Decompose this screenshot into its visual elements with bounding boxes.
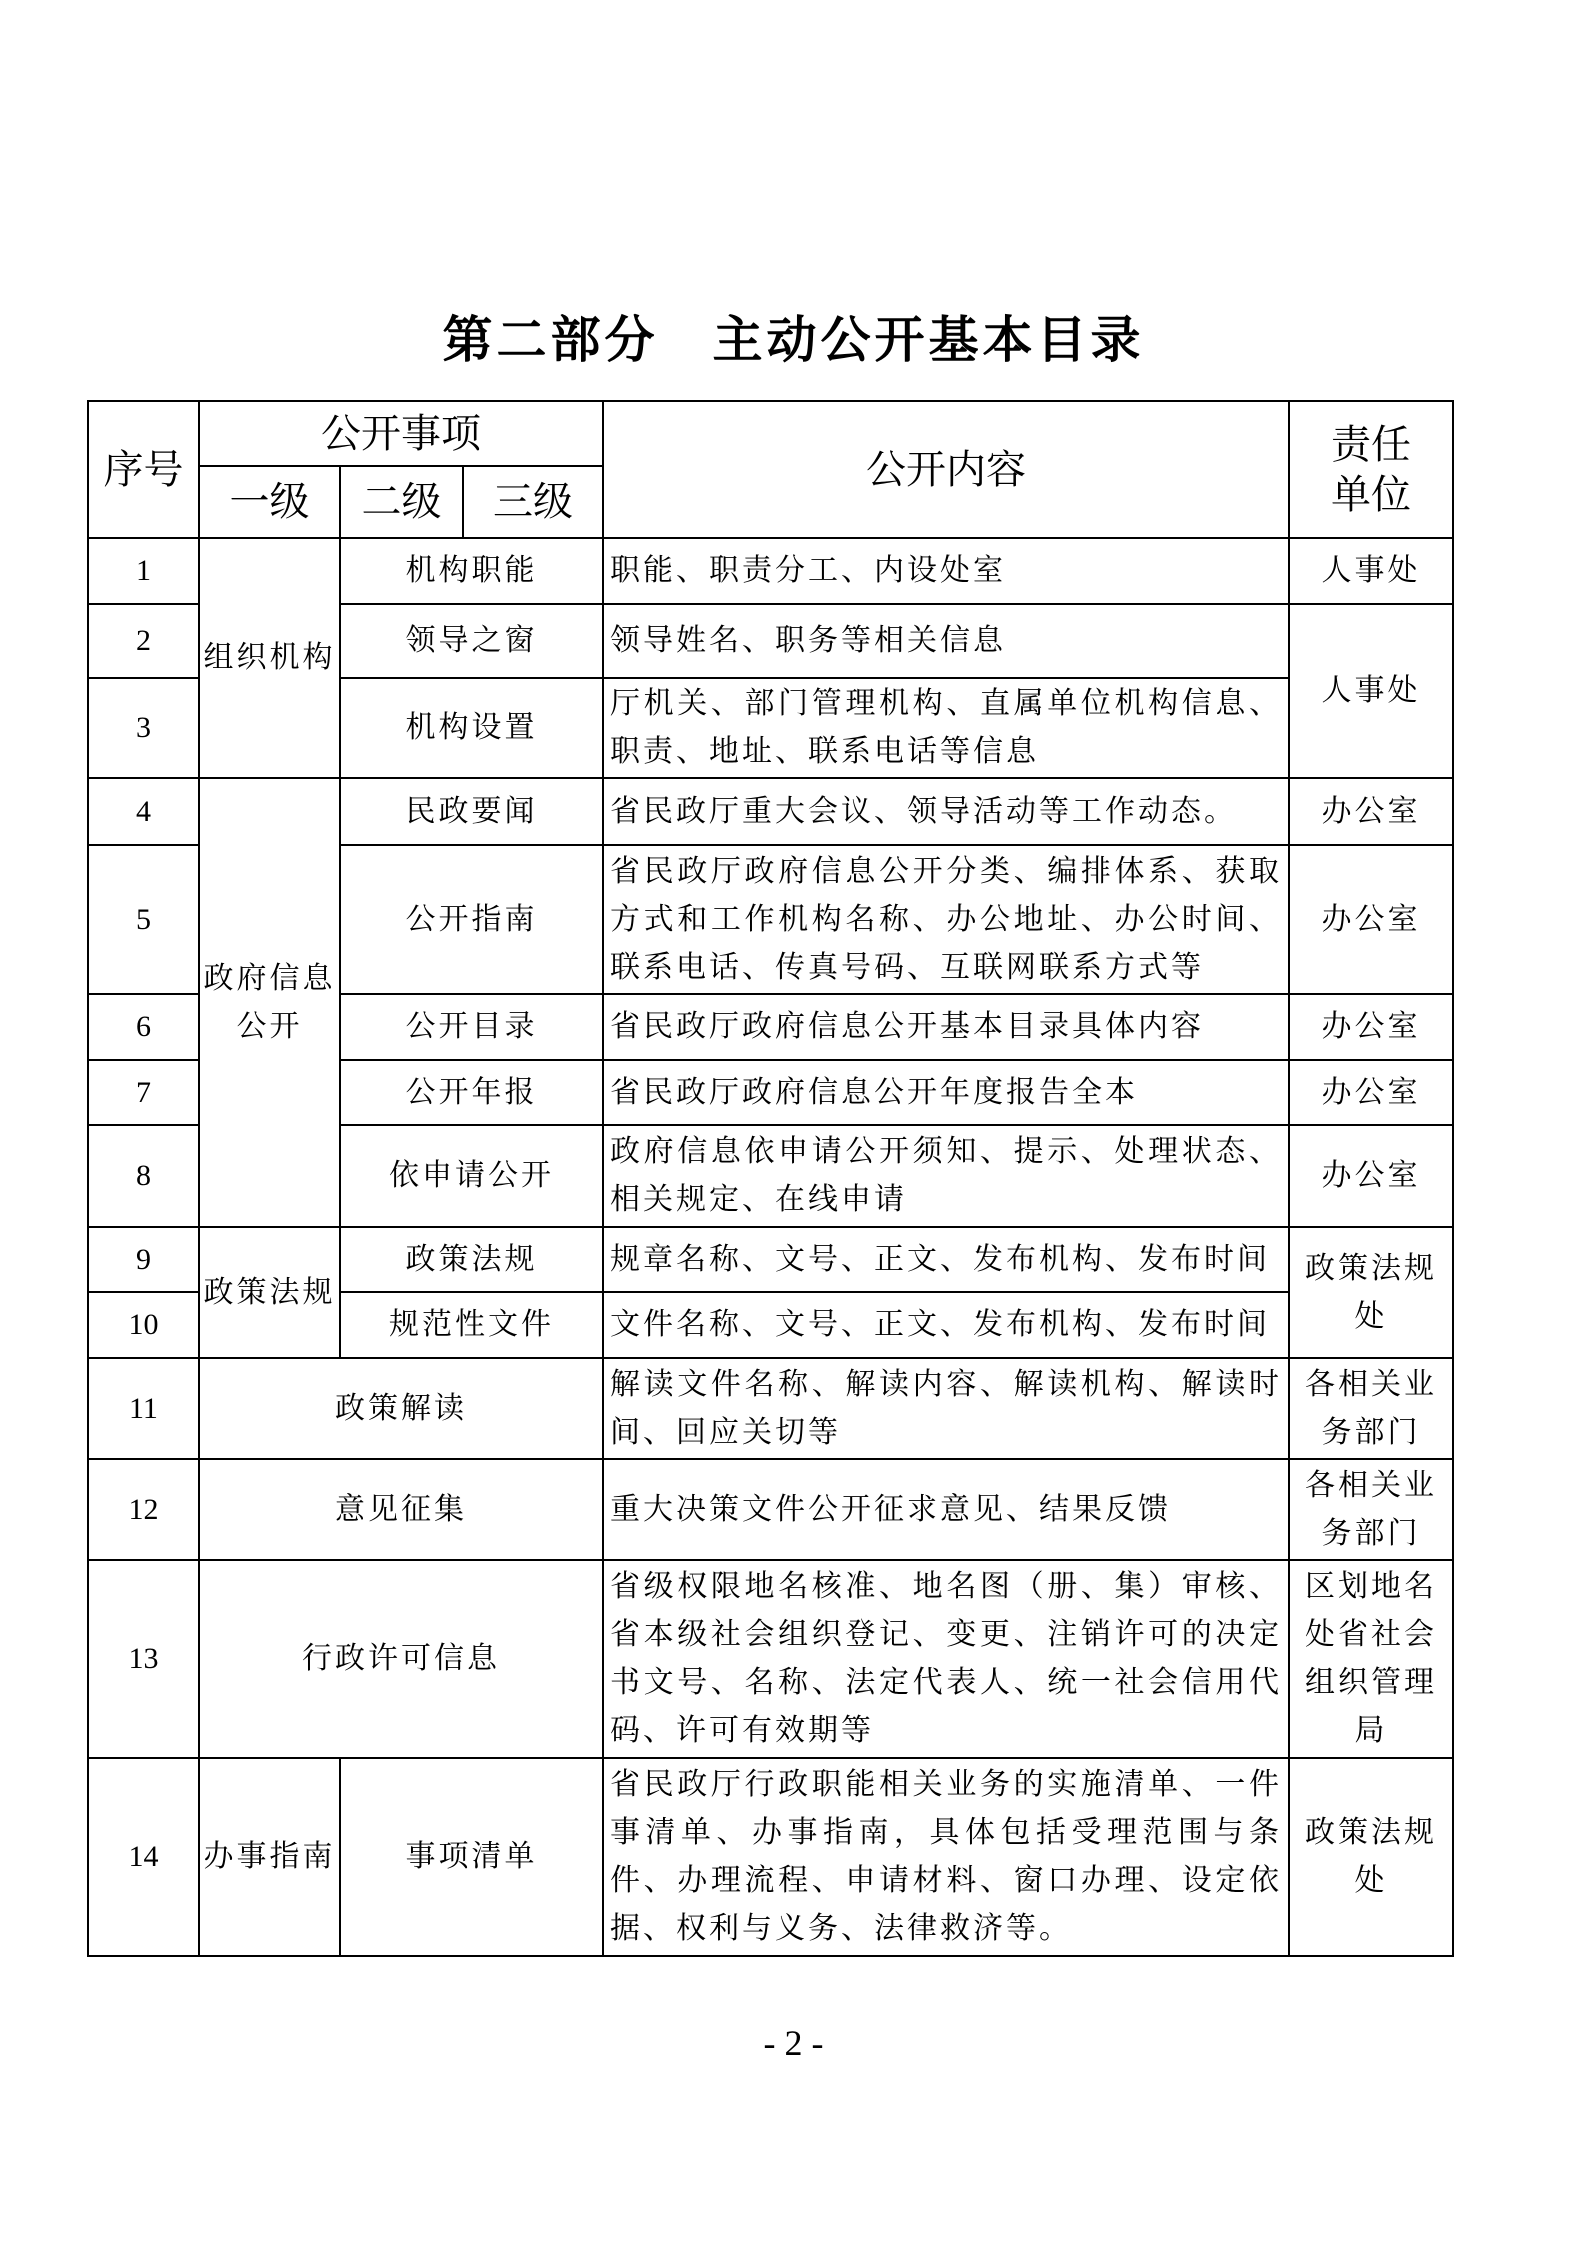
item-content: 省级权限地名核准、地名图（册、集）审核、省本级社会组织登记、变更、注销许可的决定书文号、名称、法定代表人、统一社会信用代码、许可有效期等 <box>603 1560 1289 1758</box>
item-name: 领导之窗 <box>340 604 603 678</box>
item-name: 意见征集 <box>199 1459 603 1560</box>
item-unit: 各相关业务部门 <box>1289 1459 1453 1560</box>
item-unit: 人事处 <box>1289 604 1453 778</box>
header-unit: 责任单位 <box>1289 401 1453 538</box>
item-unit: 办公室 <box>1289 1125 1453 1227</box>
page-title: 第二部分 主动公开基本目录 <box>442 311 1145 369</box>
item-name: 依申请公开 <box>340 1125 603 1227</box>
table-row <box>88 1560 1453 1758</box>
item-content: 规章名称、文号、正文、发布机构、发布时间 <box>603 1227 1289 1292</box>
item-content: 省民政厅政府信息公开分类、编排体系、获取方式和工作机构名称、办公地址、办公时间、联系电话、传真号码、互联网联系方式等 <box>603 845 1289 994</box>
category-gov: 政府信息公开 <box>199 778 340 1227</box>
row-number: 1 <box>88 538 199 604</box>
item-unit: 办公室 <box>1289 994 1453 1060</box>
row-number: 12 <box>88 1459 199 1560</box>
row-number: 2 <box>88 604 199 678</box>
item-name: 机构职能 <box>340 538 603 604</box>
item-unit: 政策法规处 <box>1289 1227 1453 1358</box>
row-number: 13 <box>88 1560 199 1758</box>
row-number: 4 <box>88 778 199 845</box>
row-number: 14 <box>88 1758 199 1956</box>
item-unit: 办公室 <box>1289 1060 1453 1125</box>
item-name: 事项清单 <box>340 1758 603 1956</box>
item-unit: 政策法规处 <box>1289 1758 1453 1956</box>
item-content: 省民政厅政府信息公开基本目录具体内容 <box>603 994 1289 1060</box>
category-guide: 办事指南 <box>199 1758 340 1956</box>
item-name: 规范性文件 <box>340 1292 603 1358</box>
item-name: 行政许可信息 <box>199 1560 603 1758</box>
row-number: 6 <box>88 994 199 1060</box>
item-name: 民政要闻 <box>340 778 603 845</box>
category-org: 组织机构 <box>199 538 340 778</box>
item-content: 政府信息依申请公开须知、提示、处理状态、相关规定、在线申请 <box>603 1125 1289 1227</box>
page-number: - 2 - <box>763 2023 824 2063</box>
row-number: 11 <box>88 1358 199 1459</box>
table-row <box>88 778 1453 845</box>
row-number: 10 <box>88 1292 199 1358</box>
table-row <box>88 1358 1453 1459</box>
item-name: 公开年报 <box>340 1060 603 1125</box>
header-level3: 三级 <box>463 466 603 538</box>
category-policy: 政策法规 <box>199 1227 340 1358</box>
item-content: 解读文件名称、解读内容、解读机构、解读时间、回应关切等 <box>603 1358 1289 1459</box>
table-row <box>88 1227 1453 1292</box>
item-unit: 办公室 <box>1289 845 1453 994</box>
item-name: 政策解读 <box>199 1358 603 1459</box>
header-row <box>88 401 1453 466</box>
row-number: 5 <box>88 845 199 994</box>
item-content: 省民政厅政府信息公开年度报告全本 <box>603 1060 1289 1125</box>
header-level1: 一级 <box>199 466 340 538</box>
item-name: 政策法规 <box>340 1227 603 1292</box>
item-content: 重大决策文件公开征求意见、结果反馈 <box>603 1459 1289 1560</box>
header-level2: 二级 <box>340 466 463 538</box>
table-row <box>88 538 1453 604</box>
header-seq: 序号 <box>88 401 199 538</box>
item-name: 公开目录 <box>340 994 603 1060</box>
item-unit: 人事处 <box>1289 538 1453 604</box>
item-content: 文件名称、文号、正文、发布机构、发布时间 <box>603 1292 1289 1358</box>
header-content: 公开内容 <box>603 401 1289 538</box>
item-unit: 办公室 <box>1289 778 1453 845</box>
table-row <box>88 1758 1453 1956</box>
row-number: 9 <box>88 1227 199 1292</box>
row-number: 3 <box>88 678 199 778</box>
item-unit: 区划地名处省社会组织管理局 <box>1289 1560 1453 1758</box>
row-number: 7 <box>88 1060 199 1125</box>
header-items: 公开事项 <box>199 401 603 466</box>
table-row <box>88 1459 1453 1560</box>
item-content: 省民政厅行政职能相关业务的实施清单、一件事清单、办事指南，具体包括受理范围与条件、办理流程、申请材料、窗口办理、设定依据、权利与义务、法律救济等。 <box>603 1758 1289 1956</box>
row-number: 8 <box>88 1125 199 1227</box>
catalog-table <box>87 400 1454 1957</box>
item-content: 省民政厅重大会议、领导活动等工作动态。 <box>603 778 1289 845</box>
item-content: 厅机关、部门管理机构、直属单位机构信息、职责、地址、联系电话等信息 <box>603 678 1289 778</box>
item-name: 公开指南 <box>340 845 603 994</box>
item-content: 领导姓名、职务等相关信息 <box>603 604 1289 678</box>
item-name: 机构设置 <box>340 678 603 778</box>
item-content: 职能、职责分工、内设处室 <box>603 538 1289 604</box>
item-unit: 各相关业务部门 <box>1289 1358 1453 1459</box>
